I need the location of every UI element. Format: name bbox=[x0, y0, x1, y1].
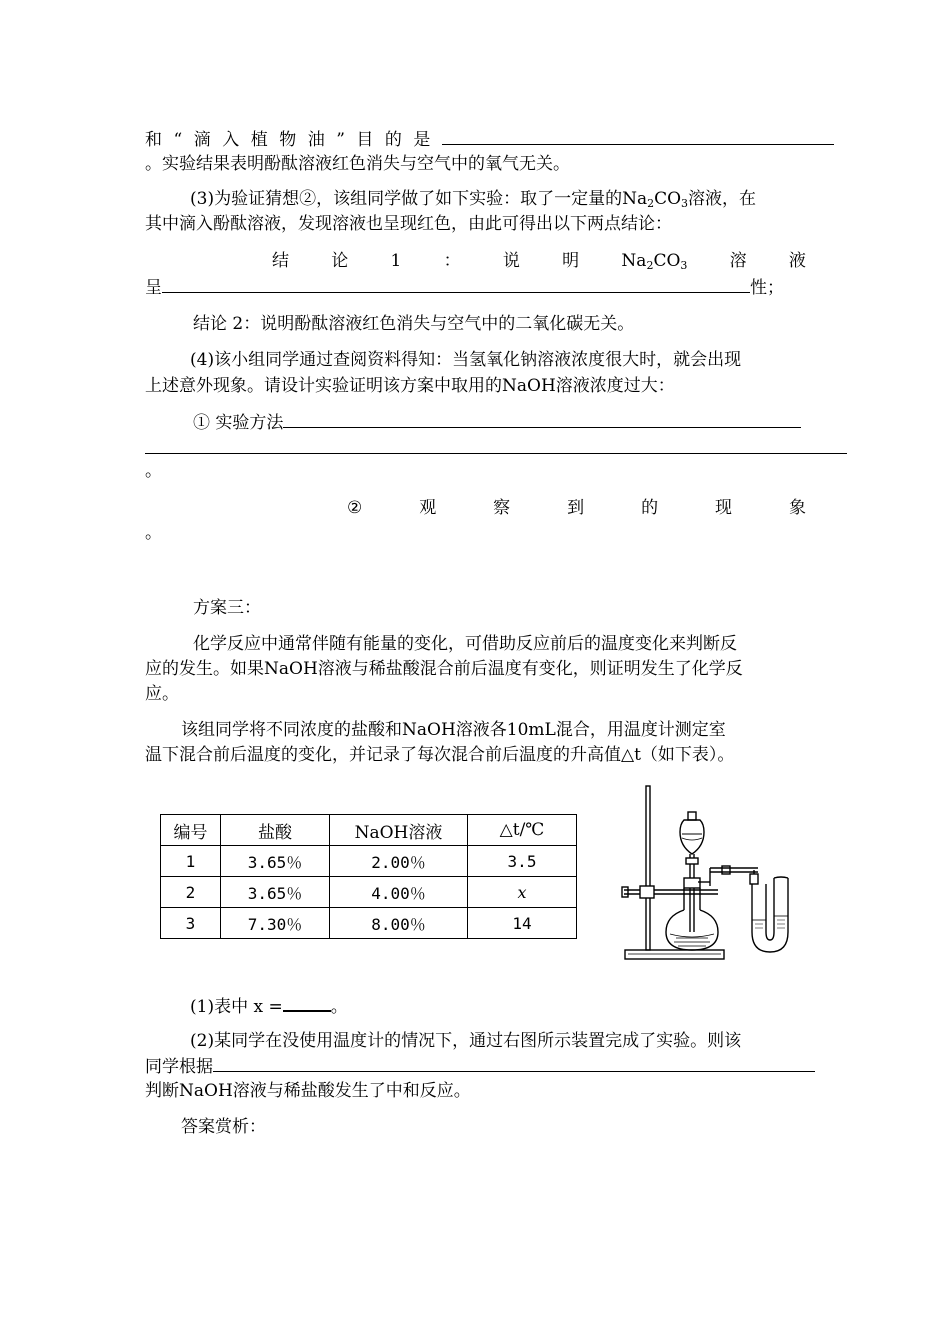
paragraph-6-line-2: 温下混合前后温度的变化，并记录了每次混合前后温度的升高值△t（如下表）。 bbox=[145, 745, 735, 765]
paragraph-5-line-2: 应的发生。如果NaOH溶液与稀盐酸混合前后温度有变化，则证明发生了化学反 bbox=[145, 659, 743, 679]
blank-solution-property[interactable] bbox=[162, 276, 750, 293]
conclusion-1-line-1: 结 论 1 ： 说 明 $Na_2CO_3$ 溶 液 bbox=[272, 251, 806, 272]
blank-method-continued[interactable] bbox=[145, 453, 847, 454]
question-2-line-1: (2)某同学在没使用温度计的情况下，通过右图所示装置完成了实验。则该 bbox=[190, 1031, 742, 1051]
period-1: 。 bbox=[145, 461, 162, 481]
text-line-1: 和“滴入植物油”目的是 bbox=[145, 128, 834, 151]
blank-method[interactable] bbox=[283, 411, 801, 428]
period-2: 。 bbox=[145, 523, 162, 543]
header-hcl: 盐酸 bbox=[221, 815, 330, 846]
header-naoh: NaOH溶液 bbox=[330, 815, 468, 846]
answer-heading: 答案赏析： bbox=[181, 1117, 266, 1137]
conclusion-1-line-2: 呈 性； bbox=[145, 278, 784, 298]
text-line-2: 。实验结果表明酚酞溶液红色消失与空气中的氧气无关。 bbox=[145, 154, 570, 174]
table-row: 3 7.30％ 8.00％ 14 bbox=[161, 908, 577, 939]
table-header-row bbox=[161, 815, 577, 846]
paragraph-5-line-3: 应。 bbox=[145, 684, 179, 704]
conclusion-2: 结论 2：说明酚酞溶液红色消失与空气中的二氧化碳无关。 bbox=[193, 314, 635, 334]
observation-line: ② 观 察 到 的 现 象 bbox=[347, 498, 806, 518]
blank-x-value[interactable] bbox=[283, 994, 331, 1012]
question-1: (1)表中 x = 。 bbox=[190, 994, 348, 1018]
paragraph-6-line-1: 该组同学将不同浓度的盐酸和NaOH溶液各10mL混合，用温度计测定室 bbox=[181, 720, 726, 740]
experiment-apparatus-image bbox=[610, 782, 800, 966]
question-2-line-3: 判断NaOH溶液与稀盐酸发生了中和反应。 bbox=[145, 1081, 471, 1101]
question-2-line-2: 同学根据 bbox=[145, 1055, 815, 1078]
paragraph-3-line-2: 其中滴入酚酞溶液，发现溶液也呈现红色，由此可得出以下两点结论： bbox=[145, 214, 672, 234]
paragraph-4-line-2: 上述意外现象。请设计实验证明该方案中取用的NaOH溶液浓度过大： bbox=[145, 376, 675, 396]
plan-3-heading: 方案三： bbox=[193, 598, 261, 618]
paragraph-3-line-1: (3)为验证猜想②，该组同学做了如下实验：取了一定量的$Na_2CO_3$溶液，在 bbox=[190, 189, 757, 210]
na2co3-formula: $Na_2CO_3$ bbox=[621, 251, 688, 272]
temperature-table bbox=[160, 814, 577, 939]
table-row: 2 3.65％ 4.00％ x bbox=[161, 877, 577, 908]
paragraph-4-line-1: (4)该小组同学通过查阅资料得知：当氢氧化钠溶液浓度很大时，就会出现 bbox=[190, 350, 742, 370]
header-delta-t: △t/℃ bbox=[468, 815, 577, 846]
blank-purpose[interactable] bbox=[442, 128, 834, 145]
table-row: 1 3.65％ 2.00％ 3.5 bbox=[161, 846, 577, 877]
experiment-method: ① 实验方法 bbox=[193, 411, 801, 434]
paragraph-5-line-1: 化学反应中通常伴随有能量的变化，可借助反应前后的温度变化来判断反 bbox=[193, 634, 737, 654]
blank-basis[interactable] bbox=[213, 1055, 815, 1072]
header-number: 编号 bbox=[161, 815, 221, 846]
